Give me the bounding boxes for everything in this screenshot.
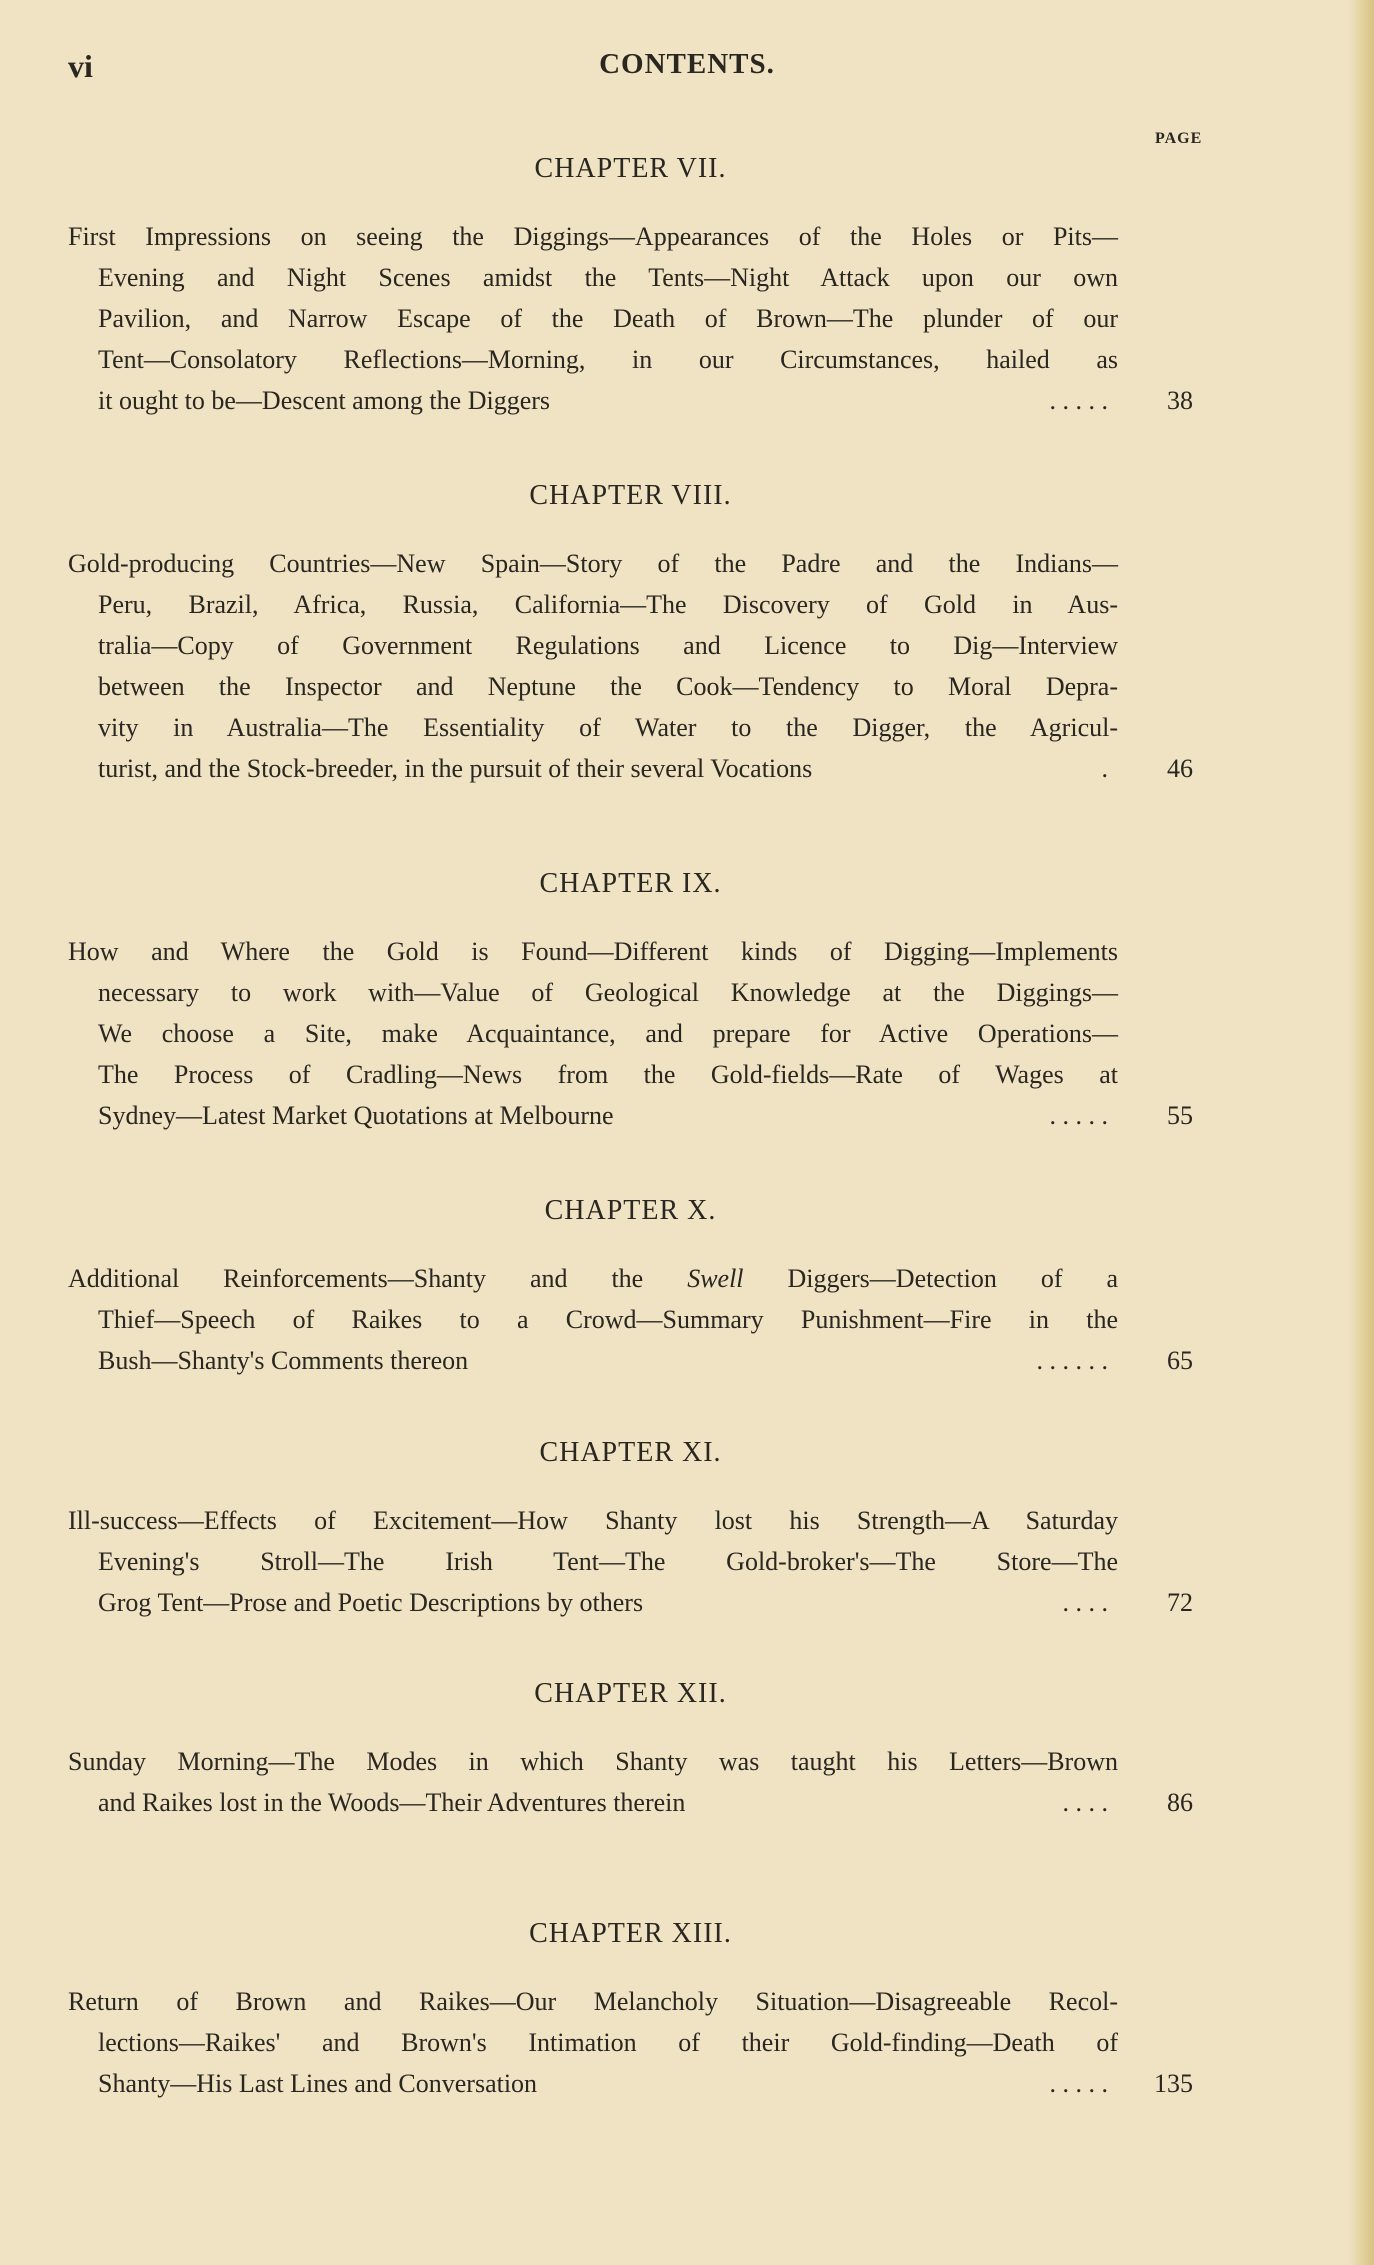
- chapter-summary-line: [68, 666, 1193, 707]
- running-title: CONTENTS.: [599, 48, 775, 80]
- chapter-entry: [68, 1673, 1193, 1823]
- chapter-entry: [68, 148, 1193, 421]
- summary-text: Sydney—Latest Market Quotations at Melbourne: [98, 1101, 614, 1130]
- chapter-summary-line: [68, 931, 1193, 972]
- summary-text: necessary to work with—Value of Geological Knowledge at the Diggings—: [98, 978, 1118, 1007]
- chapter-title: CHAPTER XI.: [539, 1437, 722, 1468]
- chapter-summary-line: [68, 543, 1193, 584]
- chapter-summary-line: [68, 339, 1193, 380]
- page-number: 46: [1167, 754, 1193, 783]
- summary-text: and Raikes lost in the Woods—Their Adventures therein: [98, 1788, 686, 1817]
- chapter-summary-line: [68, 1054, 1193, 1095]
- leader-dots: . . . .: [1062, 1588, 1108, 1617]
- summary-text: Thief—Speech of Raikes to a Crowd—Summary Punishment—Fire in the: [98, 1305, 1118, 1334]
- chapter-summary-line: [68, 1258, 1193, 1299]
- leader-dots: . . . . .: [1049, 1101, 1108, 1130]
- summary-text: Bush—Shanty's Comments thereon: [98, 1346, 469, 1375]
- chapter-summary-line: [68, 298, 1193, 339]
- page-edge: [1348, 0, 1374, 2265]
- chapter-title: CHAPTER XIII.: [529, 1918, 732, 1949]
- chapter-title: CHAPTER VII.: [534, 153, 727, 184]
- summary-text: Tent—Consolatory Reflections—Morning, in our Circumstances, hailed as: [98, 345, 1118, 374]
- summary-text: Pavilion, and Narrow Escape of the Death of Brown—The plunder of our: [98, 304, 1118, 333]
- summary-text: Ill-success—Effects of Excitement—How Shanty lost his Strength—A Saturday: [68, 1506, 1118, 1535]
- chapter-summary-line: [68, 2022, 1193, 2063]
- chapter-summary-last-line: [68, 2063, 1193, 2104]
- page-number: 65: [1167, 1346, 1193, 1375]
- page-column-label: PAGE: [1155, 130, 1203, 147]
- chapter-summary-last-line: [68, 380, 1193, 421]
- chapter-summary-line: [68, 1013, 1193, 1054]
- page-number: 55: [1167, 1101, 1193, 1130]
- chapter-summary-last-line: [68, 1095, 1193, 1136]
- summary-text: Gold-producing Countries—New Spain—Story of the Padre and the Indians—: [68, 549, 1118, 578]
- chapter-title: CHAPTER XII.: [534, 1678, 727, 1709]
- chapter-title: CHAPTER X.: [544, 1195, 717, 1226]
- summary-text: tralia—Copy of Government Regulations and Licence to Dig—Interview: [98, 631, 1118, 660]
- chapter-summary-line: [68, 1541, 1193, 1582]
- summary-text: We choose a Site, make Acquaintance, and prepare for Active Operations—: [98, 1019, 1118, 1048]
- summary-text: Additional Reinforcements—Shanty and the Swell Diggers—Detection of a: [68, 1264, 1118, 1293]
- summary-text: Peru, Brazil, Africa, Russia, California—The Discovery of Gold in Aus-: [98, 590, 1118, 619]
- chapter-entry: [68, 1913, 1193, 2104]
- summary-text: between the Inspector and Neptune the Cook—Tendency to Moral Depra-: [98, 672, 1118, 701]
- chapter-entry: [68, 863, 1193, 1136]
- summary-text: Evening and Night Scenes amidst the Tents—Night Attack upon our own: [98, 263, 1118, 292]
- chapter-summary-line: [68, 1741, 1193, 1782]
- page-number: 135: [1154, 2069, 1193, 2098]
- chapter-entry: [68, 1190, 1193, 1381]
- summary-text: Return of Brown and Raikes—Our Melancholy Situation—Disagreeable Recol-: [68, 1987, 1118, 2016]
- chapter-summary-last-line: [68, 1582, 1193, 1623]
- chapter-summary-last-line: [68, 1340, 1193, 1381]
- summary-text: Sunday Morning—The Modes in which Shanty was taught his Letters—Brown: [68, 1747, 1118, 1776]
- page-number: 72: [1167, 1588, 1193, 1617]
- summary-text: The Process of Cradling—News from the Gold-fields—Rate of Wages at: [98, 1060, 1118, 1089]
- chapter-summary-last-line: [68, 1782, 1193, 1823]
- chapter-summary-line: [68, 257, 1193, 298]
- summary-text: lections—Raikes' and Brown's Intimation of their Gold-finding—Death of: [98, 2028, 1118, 2057]
- chapter-summary-line: [68, 216, 1193, 257]
- leader-dots: . . . . . .: [1036, 1346, 1108, 1375]
- leader-dots: . . . .: [1062, 1788, 1108, 1817]
- chapter-summary-line: [68, 625, 1193, 666]
- summary-text: turist, and the Stock-breeder, in the pursuit of their several Vocations: [98, 754, 813, 783]
- summary-text: Shanty—His Last Lines and Conversation: [98, 2069, 538, 2098]
- chapter-summary-line: [68, 1299, 1193, 1340]
- leader-dots: . . . . .: [1049, 386, 1108, 415]
- chapter-summary-last-line: [68, 748, 1193, 789]
- summary-text: First Impressions on seeing the Diggings—Appearances of the Holes or Pits—: [68, 222, 1118, 251]
- summary-text: Grog Tent—Prose and Poetic Descriptions by others: [98, 1588, 644, 1617]
- chapter-summary-line: [68, 707, 1193, 748]
- page-number: 86: [1167, 1788, 1193, 1817]
- chapter-title: CHAPTER IX.: [539, 868, 722, 899]
- leader-dots: . . . . .: [1049, 2069, 1108, 2098]
- chapter-entry: [68, 475, 1193, 789]
- summary-text: vity in Australia—The Essentiality of Water to the Digger, the Agricul-: [98, 713, 1118, 742]
- chapter-summary-line: [68, 584, 1193, 625]
- summary-text: it ought to be—Descent among the Diggers: [98, 386, 551, 415]
- summary-text: Evening's Stroll—The Irish Tent—The Gold-broker's—The Store—The: [98, 1547, 1118, 1576]
- summary-text: How and Where the Gold is Found—Different kinds of Digging—Implements: [68, 937, 1118, 966]
- chapter-summary-line: [68, 1500, 1193, 1541]
- chapter-title: CHAPTER VIII.: [529, 480, 732, 511]
- chapter-entry: [68, 1432, 1193, 1623]
- page-number: 38: [1167, 386, 1193, 415]
- page-folio: vi: [68, 48, 93, 84]
- chapter-summary-line: [68, 972, 1193, 1013]
- leader-dots: .: [1101, 754, 1108, 783]
- chapter-summary-line: [68, 1981, 1193, 2022]
